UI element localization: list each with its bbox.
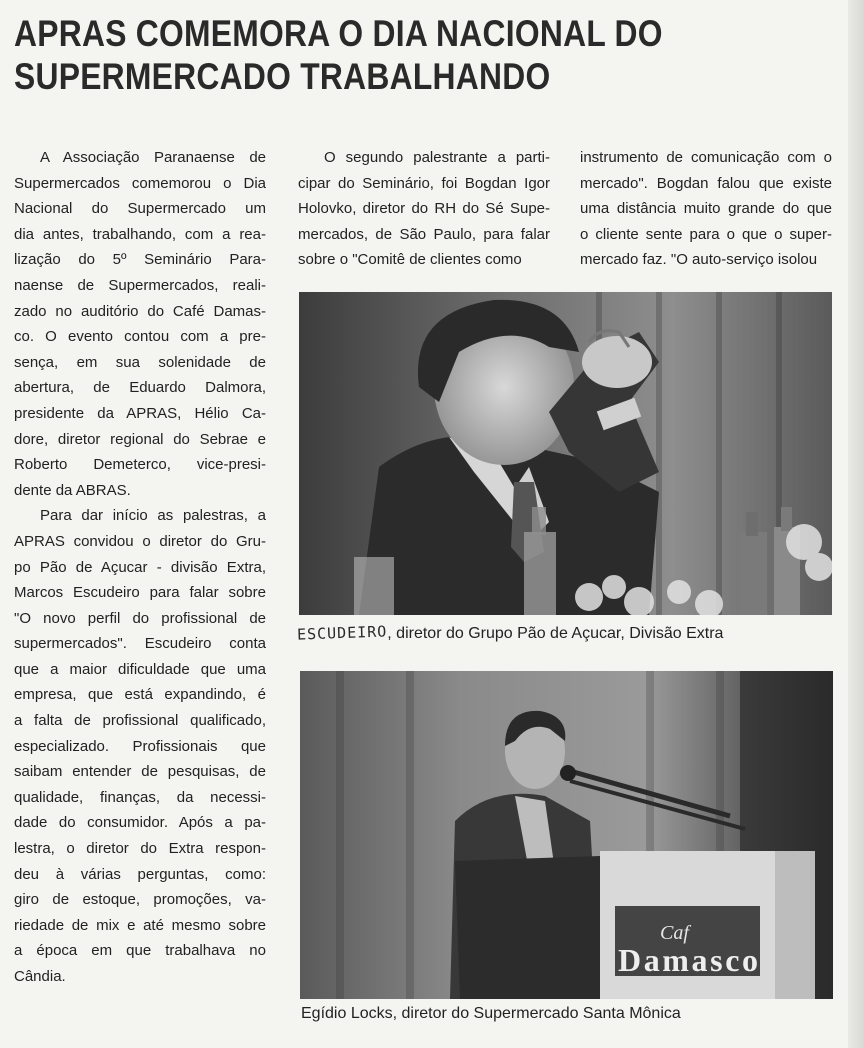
article-line: a época em que trabalhava no [14, 942, 266, 960]
podium-sign-line-1: Caf [660, 922, 689, 944]
article-line: mercados, de São Paulo, para falar [298, 225, 550, 243]
photo-locks-caption: Egídio Locks, diretor do Supermercado Santa Mônica [301, 1005, 681, 1022]
article-line: cipar do Seminário, foi Bogdan Igor [298, 174, 550, 192]
article-line: "O novo perfil do profissional de [14, 609, 266, 627]
article-line: sença, em sua solenidade de [14, 353, 266, 371]
article-line: lização do 5º Seminário Para- [14, 251, 266, 269]
caption-handwritten-name: ESCUDEIRO [296, 622, 388, 644]
article-line: APRAS convidou o diretor do Gru- [14, 532, 266, 550]
article-line: giro de estoque, promoções, va- [14, 891, 266, 909]
article-line: O segundo palestrante a parti- [324, 149, 550, 166]
article-line: saibam entender de pesquisas, de [14, 763, 266, 781]
article-line: co. O evento contou com a pre- [14, 328, 266, 346]
article-line: Roberto Demeterco, vice-presi- [14, 456, 266, 474]
article-line: que a maior dificuldade que uma [14, 660, 266, 678]
headline-line-1: APRAS COMEMORA O DIA NACIONAL DO [14, 13, 663, 54]
article-line: Cândia. [14, 968, 66, 985]
article-line: naense de Supermercados, reali- [14, 276, 266, 294]
photo-locks-image [300, 671, 833, 999]
article-line: deu à várias perguntas, como: [14, 865, 266, 883]
article-line: lestra, o diretor do Extra respon- [14, 840, 266, 858]
article-line: abertura, de Eduardo Dalmora, [14, 379, 266, 397]
article-line: riedade de mix e até mesmo sobre [14, 916, 266, 934]
article-line: qualidade, finanças, da necessi- [14, 788, 266, 806]
article-line: sobre o "Comitê de clientes como [298, 251, 522, 269]
article-line: dore, diretor regional do Sebrae e [14, 430, 266, 448]
article-line: Nacional do Supermercado um [14, 200, 266, 218]
article-line: empresa, que está expandindo, é [14, 686, 266, 704]
article-line: especializado. Profissionais que [14, 737, 266, 755]
photo-escudeiro-caption [297, 624, 723, 643]
caption-text: , diretor do Grupo Pão de Açucar, Divisão Extra [387, 625, 724, 642]
article-line: instrumento de comunicação com o [580, 149, 832, 166]
article-line: presidente da APRAS, Hélio Ca- [14, 404, 266, 422]
article-line: uma distância muito grande do que [580, 200, 832, 218]
article-line: mercado". Bogdan falou que existe [580, 174, 832, 192]
article-line: zado no auditório do Café Damas- [14, 302, 266, 320]
article-line: Supermercados comemorou o Dia [14, 174, 266, 192]
headline-line-2: SUPERMERCADO TRABALHANDO [14, 56, 551, 97]
article-line: supermercados". Escudeiro conta [14, 635, 266, 653]
article-column-1 [14, 145, 266, 990]
article-line: Marcos Escudeiro para falar sobre [14, 584, 266, 602]
article-line: mercado faz. "O auto-serviço isolou [580, 251, 818, 269]
article-line: Holovko, diretor do RH do Sé Supe- [298, 200, 550, 218]
article-line: a falta de profissional qualificado, [14, 712, 266, 730]
article-line: A Associação Paranaense de [40, 149, 266, 166]
article-column-3 [580, 145, 832, 273]
page-edge-shadow [848, 0, 864, 1048]
podium-sign-line-2: Damasco [618, 942, 758, 978]
article-line: Para dar início as palestras, a [40, 507, 266, 525]
headline [14, 12, 719, 98]
article-line: po Pão de Açucar - divisão Extra, [14, 558, 266, 576]
photo-escudeiro-image [299, 292, 832, 615]
photo-escudeiro [299, 292, 832, 615]
article-line: dente da ABRAS. [14, 481, 131, 499]
article-line: dade do consumidor. Após a pa- [14, 814, 266, 832]
article-column-2 [298, 145, 550, 273]
article-line: dia antes, trabalhando, com a rea- [14, 225, 266, 243]
article-line: o cliente sente para o que o super- [580, 225, 832, 243]
photo-locks [300, 671, 833, 999]
